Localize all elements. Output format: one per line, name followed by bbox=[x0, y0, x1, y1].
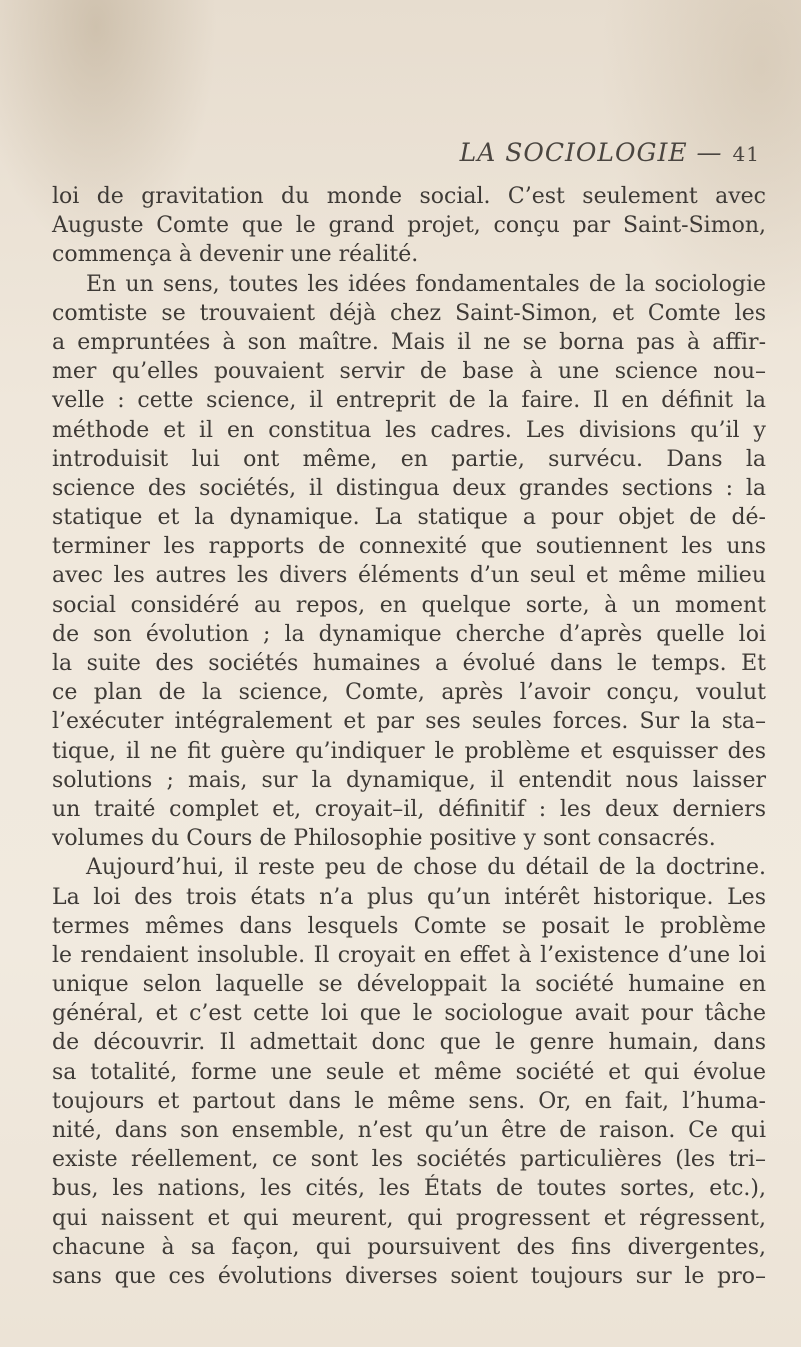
text-line: existe réellement, ce sont les sociétés particulières (les tri– bbox=[52, 1147, 766, 1173]
text-line: introduisit lui ont même, en partie, survécu. Dans la bbox=[52, 446, 766, 472]
text-line: nité, dans son ensemble, n’est qu’un être de raison. Ce qui bbox=[52, 1118, 766, 1143]
text-line: toujours et partout dans le même sens. Or, en fait, l’huma- bbox=[52, 1088, 766, 1114]
text-line: En un sens, toutes les idées fondamentales de la sociologie bbox=[86, 271, 766, 297]
text-line: la suite des sociétés humaines a évolué dans le temps. Et bbox=[52, 651, 766, 676]
text-line: terminer les rapports de connexité que soutiennent les uns bbox=[52, 534, 766, 560]
body-text bbox=[52, 182, 766, 1291]
page-number: 41 bbox=[732, 142, 760, 166]
text-line: général, et c’est cette loi que le sociologue avait pour tâche bbox=[52, 1001, 766, 1027]
text-line: sans que ces évolutions diverses soient toujours sur le pro– bbox=[52, 1263, 766, 1289]
running-head-title: LA SOCIOLOGIE — bbox=[459, 138, 723, 167]
text-line: termes mêmes dans lesquels Comte se posait le problème bbox=[52, 913, 766, 939]
text-line: sa totalité, forme une seule et même société et qui évolue bbox=[52, 1059, 766, 1085]
text-line: bus, les nations, les cités, les États de toutes sortes, etc.), bbox=[52, 1176, 766, 1202]
text-line: de son évolution ; la dynamique cherche d’après quelle loi bbox=[52, 621, 766, 647]
text-line: solutions ; mais, sur la dynamique, il entendit nous laisser bbox=[52, 767, 766, 793]
text-line: qui naissent et qui meurent, qui progressent et régressent, bbox=[52, 1205, 766, 1231]
text-line: chacune à sa façon, qui poursuivent des fins divergentes, bbox=[52, 1234, 766, 1260]
text-line: unique selon laquelle se développait la société humaine en bbox=[52, 972, 766, 998]
text-line: Aujourd’hui, il reste peu de chose du détail de la doctrine. bbox=[86, 855, 766, 881]
text-line: tique, il ne fit guère qu’indiquer le problème et esquisser des bbox=[52, 738, 766, 764]
text-line: statique et la dynamique. La statique a pour objet de dé- bbox=[52, 505, 766, 531]
text-line: un traité complet et, croyait–il, définitif : les deux derniers bbox=[52, 796, 766, 822]
text-line: loi de gravitation du monde social. C’est seulement avec bbox=[52, 184, 766, 209]
text-line: mer qu’elles pouvaient servir de base à une science nou– bbox=[52, 359, 766, 385]
text-line: Auguste Comte que le grand projet, conçu par Saint-Simon, bbox=[52, 213, 766, 239]
text-line: science des sociétés, il distingua deux grandes sections : la bbox=[52, 475, 766, 501]
text-line: ce plan de la science, Comte, après l’avoir conçu, voulut bbox=[52, 680, 766, 706]
text-line: l’exécuter intégralement et par ses seules forces. Sur la sta– bbox=[52, 709, 766, 735]
text-line: velle : cette science, il entreprit de la faire. Il en définit la bbox=[52, 388, 766, 414]
text-line: a empruntées à son maître. Mais il ne se borna pas à affir- bbox=[52, 329, 766, 355]
running-head bbox=[300, 138, 760, 167]
text-line: commença à devenir une réalité. bbox=[52, 242, 419, 268]
text-line: social considéré au repos, en quelque sorte, à un moment bbox=[52, 592, 766, 618]
text-line: le rendaient insoluble. Il croyait en effet à l’existence d’une loi bbox=[52, 942, 766, 968]
text-line: de découvrir. Il admettait donc que le genre humain, dans bbox=[52, 1030, 766, 1056]
text-line: La loi des trois états n’a plus qu’un intérêt historique. Les bbox=[52, 884, 766, 910]
text-line: méthode et il en constitua les cadres. Les divisions qu’il y bbox=[52, 417, 766, 443]
text-line: avec les autres les divers éléments d’un seul et même milieu bbox=[52, 563, 766, 589]
text-line: volumes du Cours de Philosophie positive y sont consacrés. bbox=[52, 826, 716, 852]
text-line: comtiste se trouvaient déjà chez Saint-Simon, et Comte les bbox=[52, 300, 766, 326]
